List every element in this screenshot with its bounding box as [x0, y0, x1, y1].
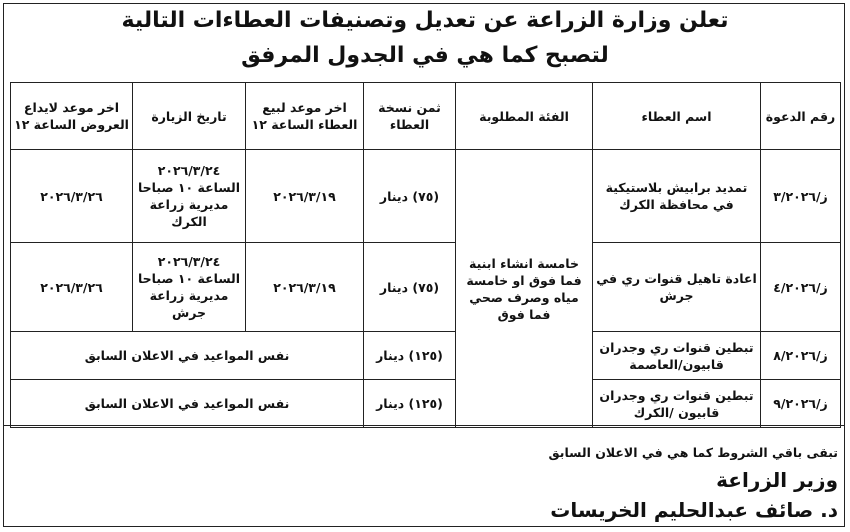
cell-sale-deadline: ٢٠٢٦/٣/١٩ — [246, 150, 364, 243]
table-row — [11, 243, 841, 332]
cell-submission-deadline: ٢٠٢٦/٣/٢٦ — [11, 150, 133, 243]
cell-invitation-no: ز/٣/٢٠٢٦ — [761, 150, 841, 243]
header-category: الفئة المطلوبة — [456, 83, 593, 150]
cell-invitation-no: ز/٩/٢٠٢٦ — [761, 380, 841, 428]
cell-category: خامسة انشاء ابنية فما فوق او خامسة مياه وصرف صحي فما فوق — [456, 150, 593, 428]
signature-name: د. صائف عبدالحليم الخريسات — [550, 498, 838, 522]
cell-copy-price: (٧٥) دينار — [364, 150, 456, 243]
cell-invitation-no: ز/٨/٢٠٢٦ — [761, 332, 841, 380]
cell-copy-price: (١٢٥) دينار — [364, 332, 456, 380]
cell-merged-note: نفس المواعيد في الاعلان السابق — [11, 380, 364, 428]
header-tender-name: اسم العطاء — [593, 83, 761, 150]
cell-invitation-no: ز/٤/٢٠٢٦ — [761, 243, 841, 332]
table-row — [11, 380, 841, 428]
cell-visit-date: ٢٠٢٦/٣/٢٤ الساعة ١٠ صباحا مديرية زراعة الكرك — [133, 150, 246, 243]
cell-tender-name: تبطين قنوات ري وجدران قابيون/العاصمة — [593, 332, 761, 380]
tenders-table — [10, 82, 841, 428]
announcement-subtitle: لتصبح كما هي في الجدول المرفق — [241, 43, 609, 68]
cell-copy-price: (١٢٥) دينار — [364, 380, 456, 428]
table-row — [11, 150, 841, 243]
table-row — [11, 332, 841, 380]
cell-submission-deadline: ٢٠٢٦/٣/٢٦ — [11, 243, 133, 332]
footnote: تبقى باقي الشروط كما هي في الاعلان السابق — [548, 445, 838, 460]
signature-title: وزير الزراعة — [716, 468, 838, 492]
announcement-title: تعلن وزارة الزراعة عن تعديل وتصنيفات العطاءات التالية — [121, 8, 729, 33]
header-invitation-no: رقم الدعوة — [761, 83, 841, 150]
cell-sale-deadline: ٢٠٢٦/٣/١٩ — [246, 243, 364, 332]
cell-copy-price: (٧٥) دينار — [364, 243, 456, 332]
cell-tender-name: تمديد برابيش بلاستيكية في محافظة الكرك — [593, 150, 761, 243]
cell-visit-date: ٢٠٢٦/٣/٢٤ الساعة ١٠ صباحا مديرية زراعة جرش — [133, 243, 246, 332]
header-copy-price: ثمن نسخة العطاء — [364, 83, 456, 150]
header-sale-deadline: اخر موعد لبيع العطاء الساعة ١٢ — [246, 83, 364, 150]
cell-tender-name: تبطين قنوات ري وجدران قابيون /الكرك — [593, 380, 761, 428]
cell-merged-note: نفس المواعيد في الاعلان السابق — [11, 332, 364, 380]
table-header-row — [11, 83, 841, 150]
header-submission-deadline: اخر موعد لايداع العروض الساعة ١٢ — [11, 83, 133, 150]
cell-tender-name: اعادة تاهيل قنوات ري في جرش — [593, 243, 761, 332]
divider — [3, 425, 845, 426]
header-visit-date: تاريخ الزيارة — [133, 83, 246, 150]
